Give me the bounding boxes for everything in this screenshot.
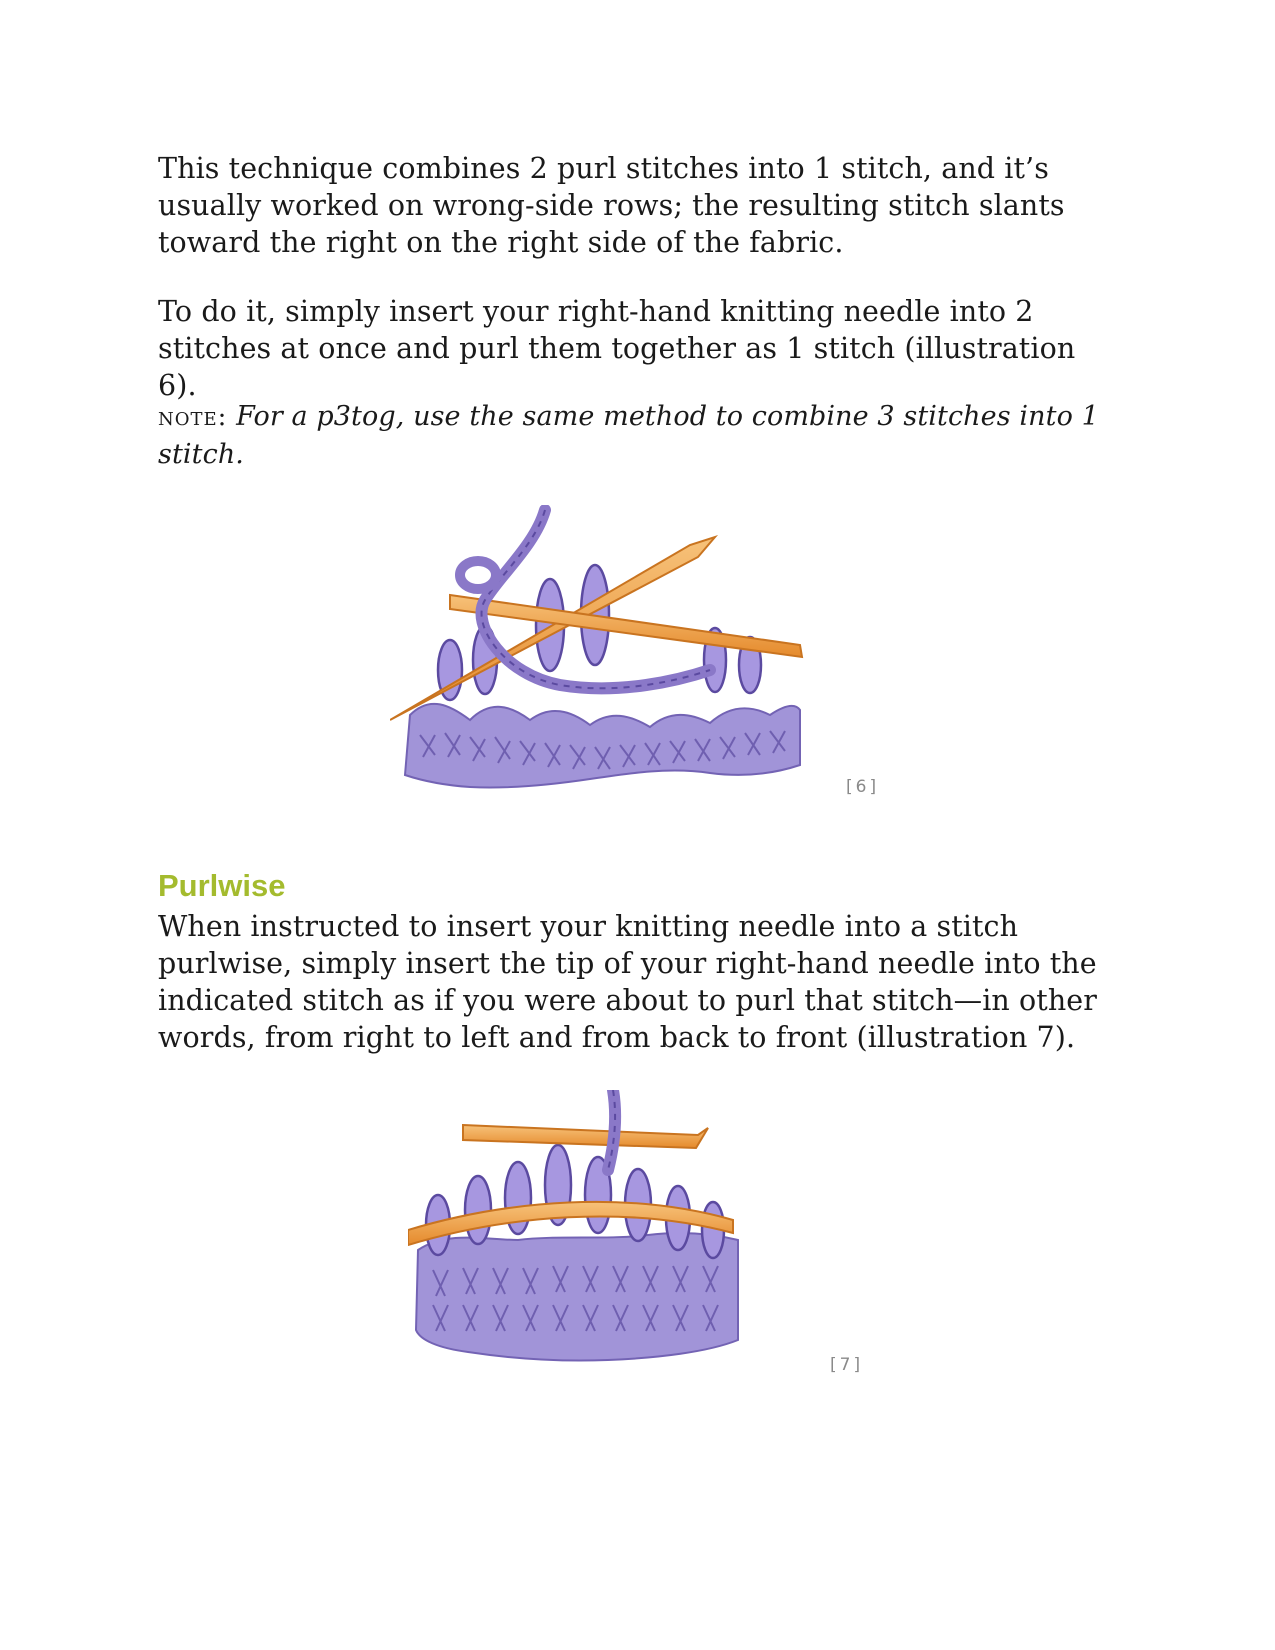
paragraph-p2tog-intro: This technique combines 2 purl stitches into 1 stitch, and it’s usually worked on wrong-side rows; the resulting stitch slants toward the right on the right side of the fabric.	[158, 152, 1065, 259]
paragraph-purlwise-instructions: When instructed to insert your knitting needle into a stitch purlwise, simply insert the tip of your right-hand needle into the indicated stitch as if you were about to purl that stitch—in other words, from right to left and from back to front (illustration 7).	[158, 910, 1098, 1054]
note-text: For a p3tog, use the same method to combine 3 stitches into 1 stitch.	[158, 401, 1099, 470]
section-heading-purlwise: Purlwise	[158, 868, 286, 903]
figure-6-label: [6]	[846, 777, 880, 797]
illustration-6-purl-two-together	[390, 505, 830, 825]
illustration-7-purlwise	[408, 1090, 788, 1410]
note-label: note:	[158, 402, 228, 432]
note-paragraph	[158, 398, 1118, 474]
paragraph-p2tog-instructions: To do it, simply insert your right-hand knitting needle into 2 stitches at once and purl them together as 1 stitch (illustration 6).	[158, 295, 1076, 402]
figure-7-label: [7]	[830, 1355, 864, 1375]
